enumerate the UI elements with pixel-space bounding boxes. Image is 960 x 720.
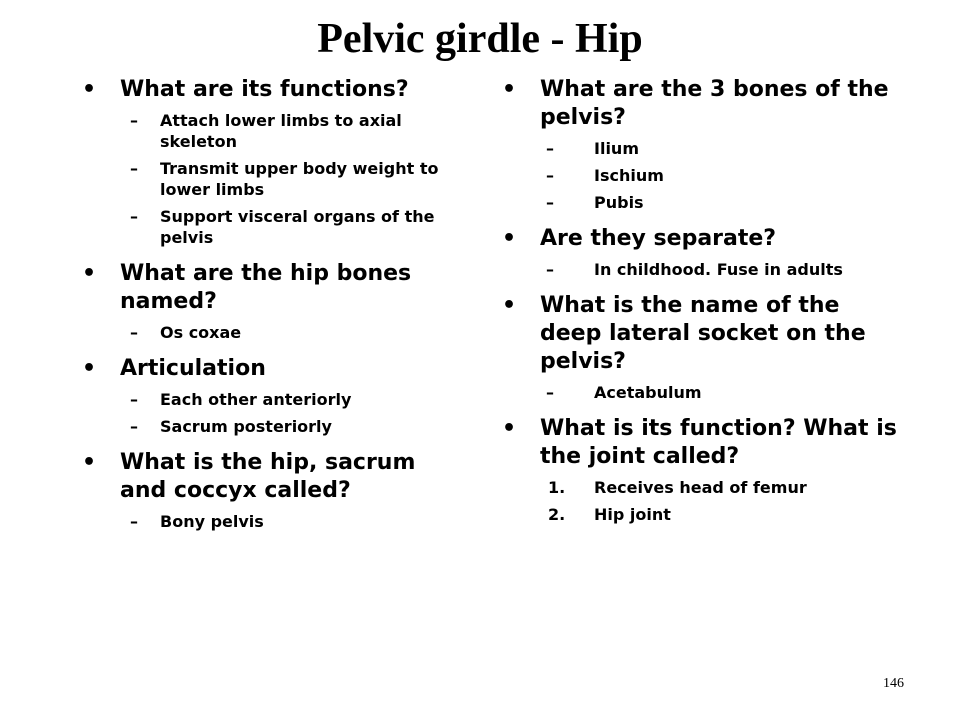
- bullet-icon: •: [502, 226, 517, 251]
- dash-icon: –: [130, 417, 138, 436]
- question-item: [498, 225, 898, 253]
- question-item: [78, 260, 458, 316]
- dash-icon: –: [130, 512, 138, 531]
- answer-text: Attach lower limbs to axial skeleton: [160, 111, 402, 151]
- answer-item: [78, 389, 458, 410]
- answer-text: Bony pelvis: [160, 512, 264, 531]
- numbered-answer-item: [498, 504, 898, 525]
- question-item: [78, 449, 458, 505]
- question-text: What is the hip, sacrum and coccyx called?: [120, 450, 416, 503]
- dash-icon: –: [130, 159, 138, 178]
- list-number: 2.: [548, 505, 566, 524]
- dash-icon: –: [130, 323, 138, 342]
- question-text: What are the hip bones named?: [120, 261, 412, 314]
- dash-icon: –: [546, 139, 554, 158]
- question-item: [78, 355, 458, 383]
- question-text: What is the name of the deep lateral socket on the pelvis?: [540, 293, 866, 374]
- numbered-answer-item: [498, 477, 898, 498]
- answer-item: [78, 158, 458, 200]
- answer-item: [78, 206, 458, 248]
- answer-item: [498, 382, 898, 403]
- answer-text: Support visceral organs of the pelvis: [160, 207, 435, 247]
- right-column: [498, 76, 898, 525]
- page-number: 146: [883, 676, 904, 691]
- answer-text: Each other anteriorly: [160, 390, 352, 409]
- answer-item: [498, 165, 898, 186]
- question-item: [498, 415, 898, 471]
- answer-text: Sacrum posteriorly: [160, 417, 332, 436]
- question-item: [498, 76, 898, 132]
- question-text: Are they separate?: [540, 226, 777, 251]
- answer-text: Acetabulum: [594, 383, 702, 402]
- answer-item: [498, 138, 898, 159]
- bullet-icon: •: [82, 356, 97, 381]
- answer-text: Receives head of femur: [594, 478, 807, 497]
- question-text: What are the 3 bones of the pelvis?: [540, 77, 889, 130]
- answer-text: Pubis: [594, 193, 644, 212]
- dash-icon: –: [130, 207, 138, 226]
- answer-text: Transmit upper body weight to lower limbs: [160, 159, 439, 199]
- answer-text: Hip joint: [594, 505, 671, 524]
- dash-icon: –: [130, 111, 138, 130]
- list-number: 1.: [548, 478, 566, 497]
- bullet-icon: •: [82, 450, 97, 475]
- bullet-icon: •: [82, 261, 97, 286]
- answer-text: In childhood. Fuse in adults: [594, 260, 843, 279]
- answer-item: [498, 259, 898, 280]
- answer-item: [78, 322, 458, 343]
- dash-icon: –: [546, 383, 554, 402]
- dash-icon: –: [546, 193, 554, 212]
- answer-item: [498, 192, 898, 213]
- dash-icon: –: [546, 166, 554, 185]
- answer-text: Ilium: [594, 139, 639, 158]
- question-text: Articulation: [120, 356, 266, 381]
- answer-text: Ischium: [594, 166, 664, 185]
- answer-item: [78, 110, 458, 152]
- question-text: What are its functions?: [120, 77, 409, 102]
- answer-item: [78, 511, 458, 532]
- slide-title: Pelvic girdle - Hip: [317, 16, 643, 62]
- answer-text: Os coxae: [160, 323, 242, 342]
- question-item: [498, 292, 898, 376]
- left-column: [78, 76, 458, 532]
- dash-icon: –: [130, 390, 138, 409]
- question-text: What is its function? What is the joint called?: [540, 416, 897, 469]
- answer-item: [78, 416, 458, 437]
- bullet-icon: •: [502, 416, 517, 441]
- dash-icon: –: [546, 260, 554, 279]
- question-item: [78, 76, 458, 104]
- bullet-icon: •: [502, 77, 517, 102]
- bullet-icon: •: [502, 293, 517, 318]
- bullet-icon: •: [82, 77, 97, 102]
